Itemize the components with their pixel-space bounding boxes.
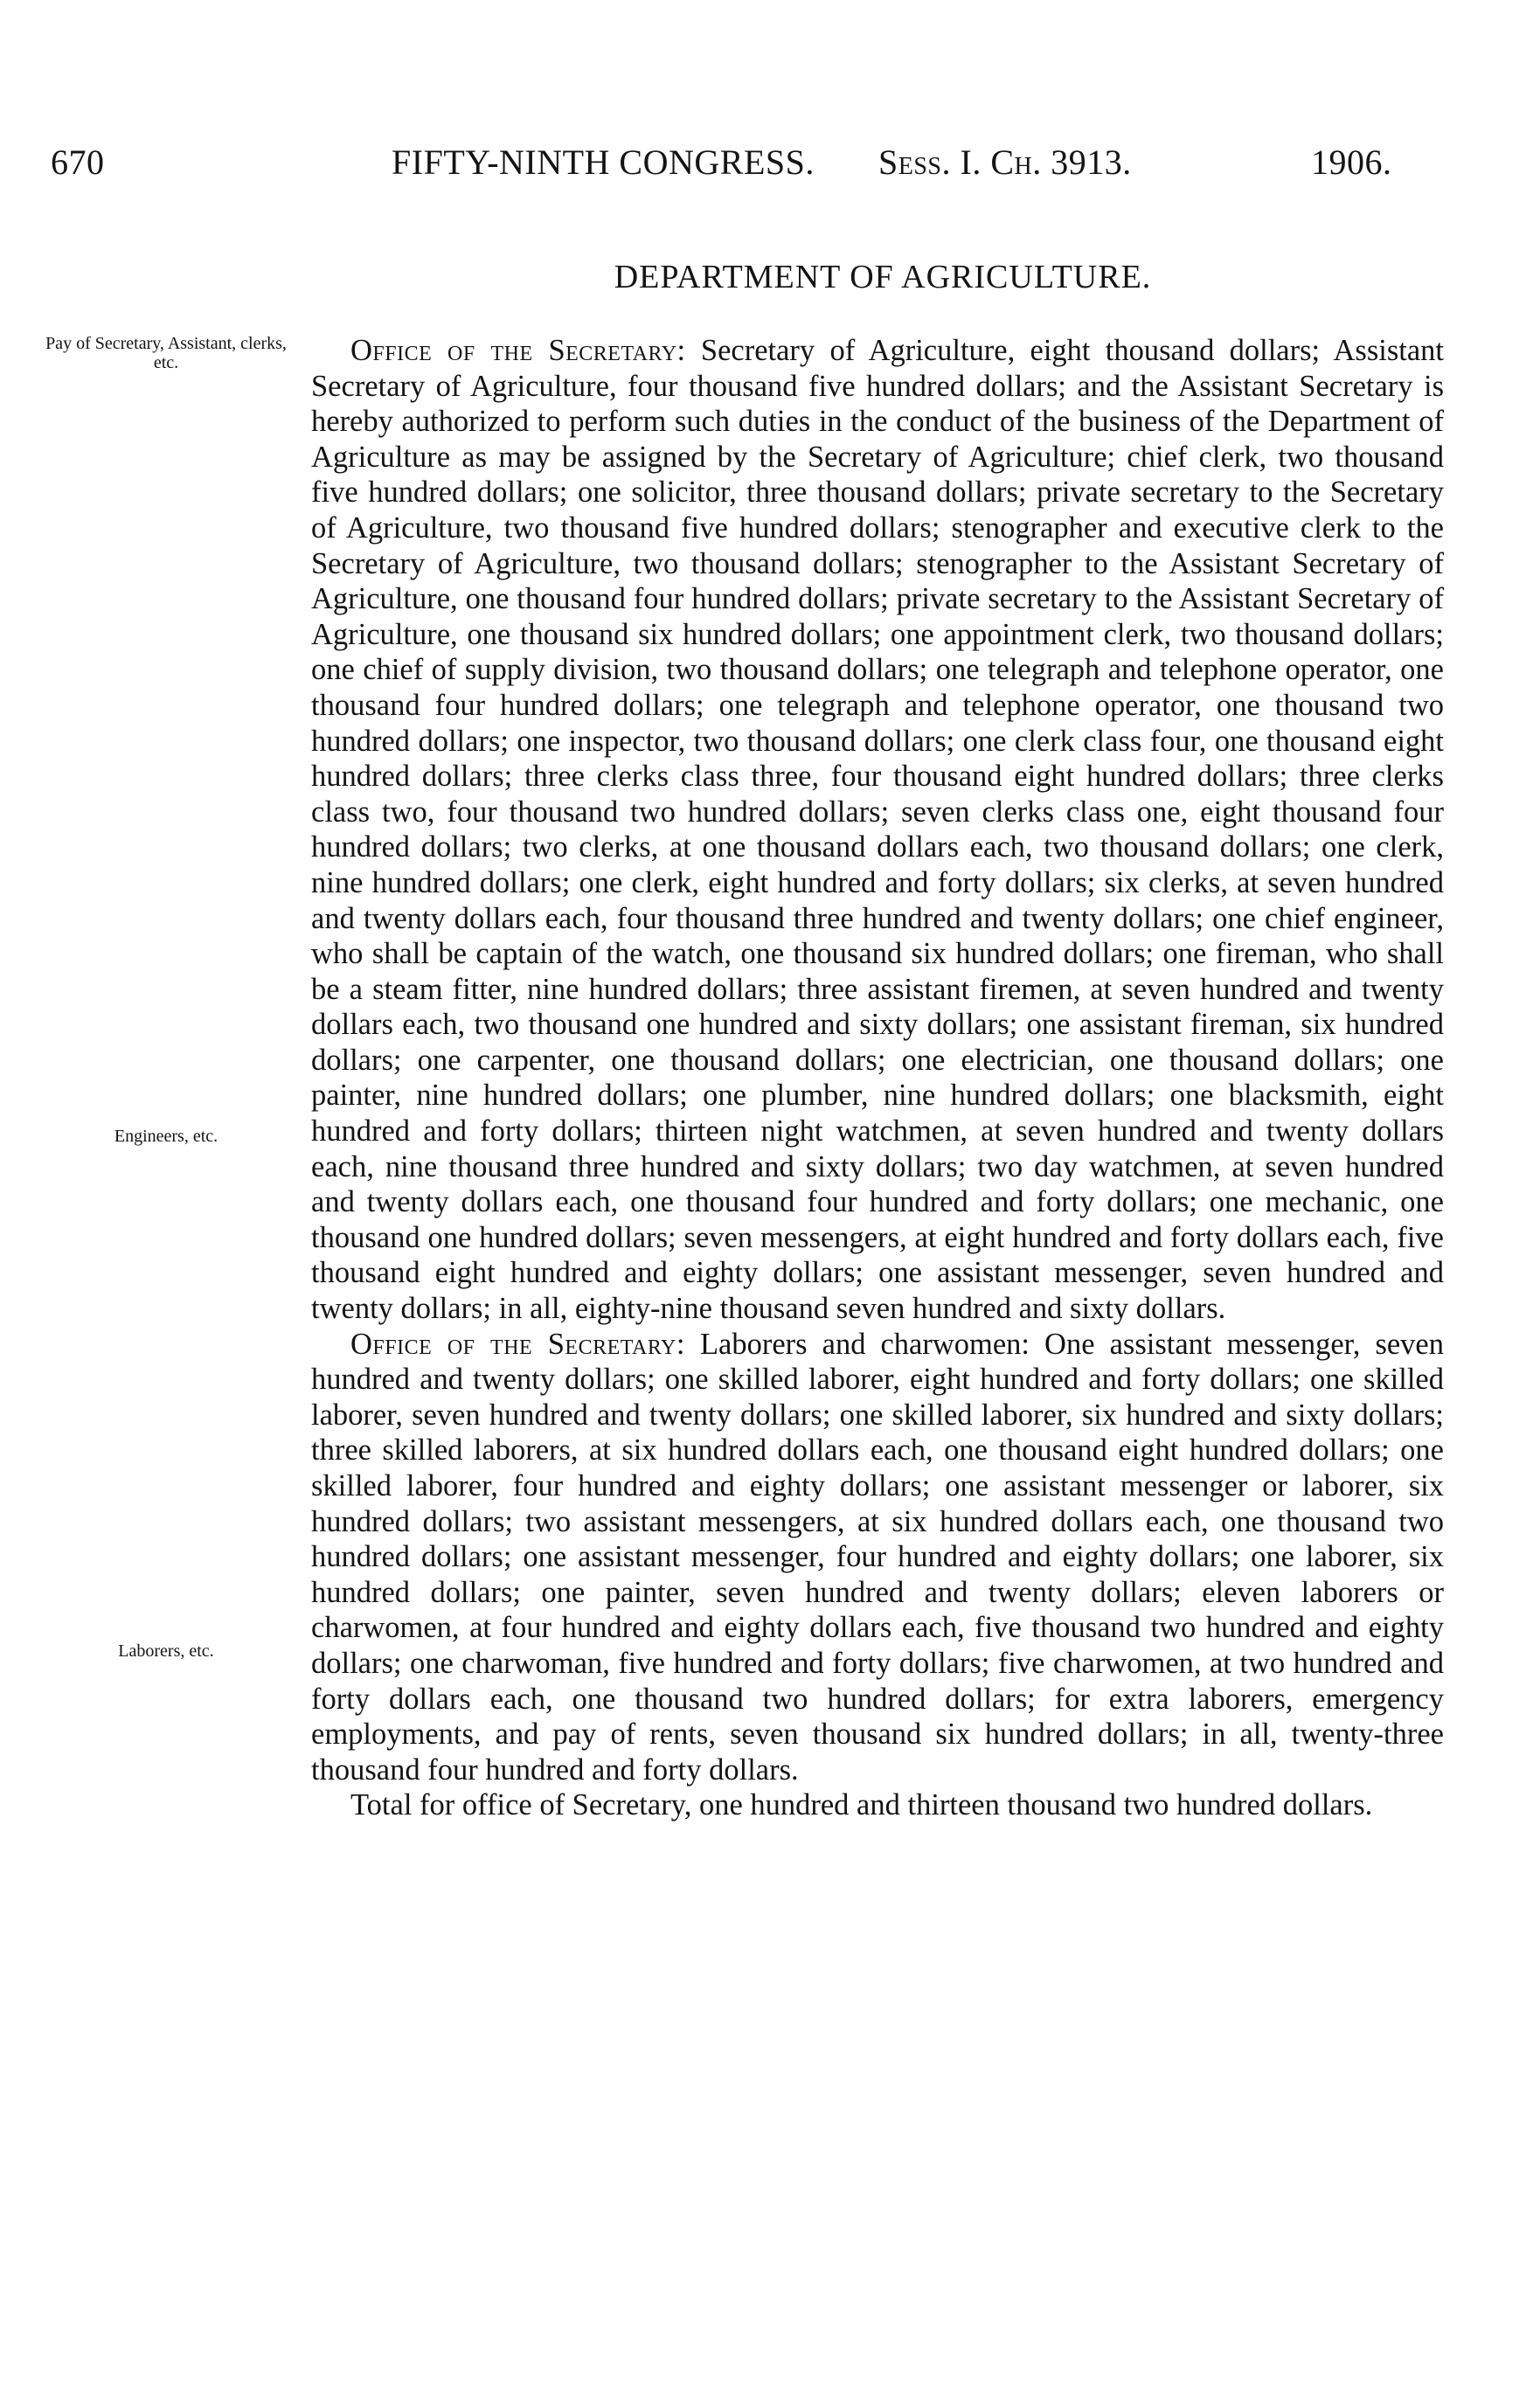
margin-note-engineers: Engineers, etc. (114, 1127, 219, 1146)
year: 1906. (1311, 142, 1392, 182)
paragraph-text: Total for office of Secretary, one hundred and thirteen thousand two hundred dollars. (350, 1788, 1373, 1822)
paragraph-lead: Office of the Secretary: (350, 334, 686, 367)
page-number: 670 (51, 142, 105, 182)
department-title: DEPARTMENT OF AGRICULTURE. (614, 259, 1152, 295)
paragraph-lead: Office of the Secretary: (350, 1327, 685, 1361)
paragraph-text: Laborers and charwomen: One assistant messenger, seven hundred and twenty dollars; one skilled laborer, eight hundred and forty dollars; one skilled laborer, seven hundred and twenty dollars; one skilled laborer, six hundred and sixty dollars; three skilled laborers, at six hundred dollars each, one thousand eight hundred dollars; one skilled laborer, four hundred and eighty dollars; one assistant messenger or laborer, six hundred dollars; two assistant messengers, at six hundred dollars each, one thousand two hundred dollars; one assistant messenger, four hundred and eighty dollars; one laborer, six hundred dollars; one painter, seven hundred and twenty dollars; eleven laborers or charwomen, at four hundred and eighty dollars each, five thousand two hundred and eighty dollars; one charwoman, five hundred and forty dollars; five charwomen, at two hundred and forty dollars each, one thousand two hundred dollars; for extra laborers, emergency employments, and pay of rents, seven thousand six hundred dollars; in all, twenty-three thousand four hundred and forty dollars. (311, 1327, 1444, 1787)
paragraph-total (311, 1787, 1444, 1823)
body-text (311, 333, 1444, 1823)
margin-note-pay: Pay of Secretary, Assistant, clerks, etc. (45, 334, 287, 372)
session-chapter: Sess. I. Ch. 3913. (878, 142, 1132, 182)
margin-note-laborers: Laborers, etc. (118, 1641, 214, 1661)
paragraph-text: Secretary of Agriculture, eight thousand dollars; Assistant Secretary of Agriculture, four thousand five hundred dollars; and the Assistant Secretary is hereby authorized to perform such duties in the conduct of the business of the Department of Agriculture as may be assigned by the Secretary of Agriculture; chief clerk, two thousand five hundred dollars; one solicitor, three thousand dollars; private secretary to the Secretary of Agriculture, two thousand five hundred dollars; stenographer and executive clerk to the Secretary of Agriculture, two thousand dollars; stenographer to the Assistant Secretary of Agriculture, one thousand four hundred dollars; private secretary to the Assistant Secretary of Agriculture, one thousand six hundred dollars; one appointment clerk, two thousand dollars; one chief of supply division, two thousand dollars; one telegraph and telephone operator, one thousand four hundred dollars; one telegraph and telephone operator, one thousand two hundred dollars; one inspector, two thousand dollars; one clerk class four, one thousand eight hundred dollars; three clerks class three, four thousand eight hundred dollars; three clerks class two, four thousand two hundred dollars; seven clerks class one, eight thousand four hundred dollars; two clerks, at one thousand dollars each, two thousand dollars; one clerk, nine hundred dollars; one clerk, eight hundred and forty dollars; six clerks, at seven hundred and twenty dollars each, four thousand three hundred and twenty dollars; one chief engineer, who shall be captain of the watch, one thousand six hundred dollars; one fireman, who shall be a steam fitter, nine hundred dollars; three assistant firemen, at seven hundred and twenty dollars each, two thousand one hundred and sixty dollars; one assistant fireman, six hundred dollars; one carpenter, one thousand dollars; one electrician, one thousand dollars; one painter, nine hundred dollars; one plumber, nine hundred dollars; one blacksmith, eight hundred and forty dollars; thirteen night watchmen, at seven hundred and twenty dollars each, nine thousand three hundred and sixty dollars; two day watchmen, at seven hundred and twenty dollars each, one thousand four hundred and forty dollars; one mechanic, one thousand one hundred dollars; seven messengers, at eight hundred and forty dollars each, five thousand eight hundred and eighty dollars; one assistant messenger, seven hundred and twenty dollars; in all, eighty-nine thousand seven hundred and sixty dollars. (311, 334, 1444, 1326)
congress-title: FIFTY-NINTH CONGRESS. (392, 142, 815, 182)
running-header (0, 142, 1533, 194)
paragraph-laborers (311, 1327, 1444, 1788)
paragraph-secretary (311, 333, 1444, 1327)
